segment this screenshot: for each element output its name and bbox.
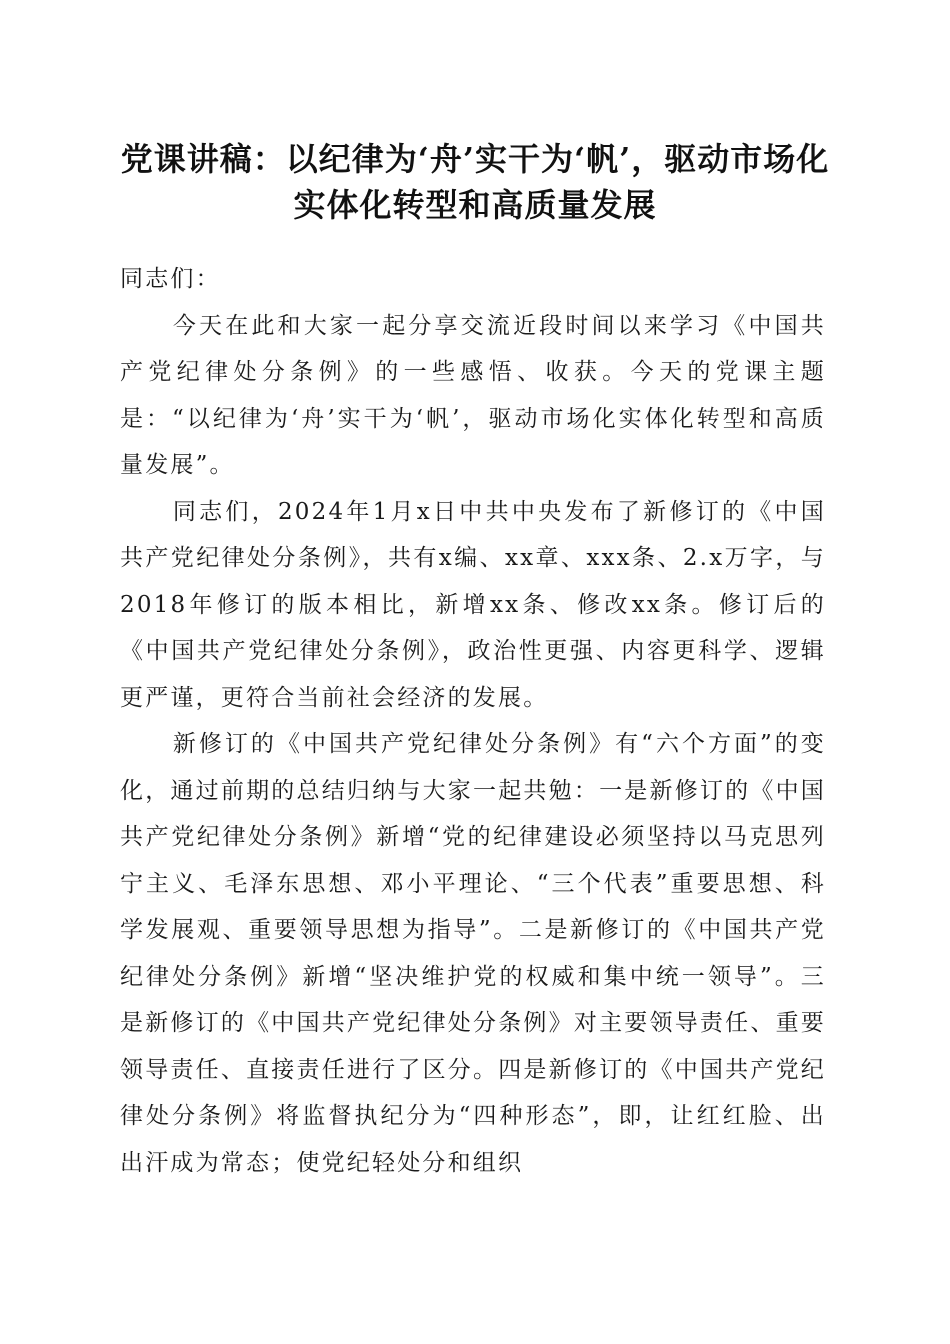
paragraph: 新修订的《中国共产党纪律处分条例》有“六个方面”的变化，通过前期的总结归纳与大家一起共勉：一是新修订的《中国共产党纪律处分条例》新增“党的纪律建设必须坚持以马克思列宁主义、毛泽东思想、邓小平理论、“三个代表”重要思想、科学发展观、重要领导思想为指导”。二是新修订的《中国共产党纪律处分条例》新增“坚决维护党的权威和集中统一领导”。三是新修订的《中国共产党纪律处分条例》对主要领导责任、重要领导责任、直接责任进行了区分。四是新修订的《中国共产党纪律处分条例》将监督执纪分为“四种形态”，即，让红红脸、出出汗成为常态；使党纪轻处分和组织 [120, 731, 826, 1176]
paragraph: 同志们，2024年1月x日中共中央发布了新修订的《中国共产党纪律处分条例》，共有x编、xx章、xxx条、2.x万字，与2018年修订的版本相比，新增xx条、修改xx条。修订后的《中国共产党纪律处分条例》，政治性更强、内容更科学、逻辑更严谨，更符合当前社会经济的发展。 [120, 498, 826, 711]
document-body [120, 256, 826, 1186]
salutation: 同志们： [120, 266, 221, 292]
paragraph: 今天在此和大家一起分享交流近段时间以来学习《中国共产党纪律处分条例》的一些感悟、收获。今天的党课主题是：“以纪律为‘舟’实干为‘帆’，驱动市场化实体化转型和高质量发展”。 [120, 312, 826, 478]
document-title: 党课讲稿：以纪律为‘舟’实干为‘帆’，驱动市场化实体化转型和高质量发展 [120, 140, 830, 224]
